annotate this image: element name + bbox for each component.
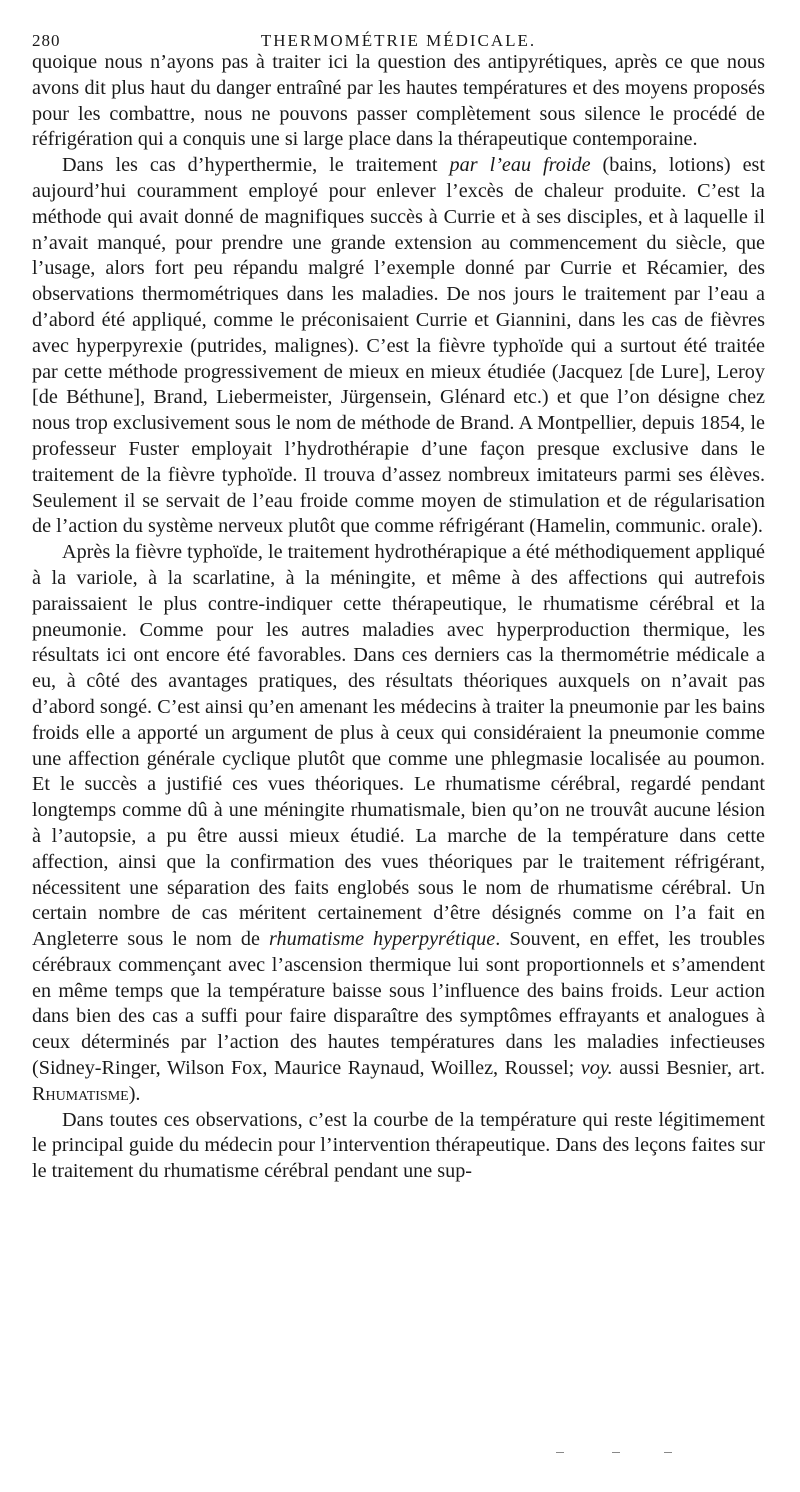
text-run: ).: [128, 1082, 141, 1105]
paragraph: [32, 540, 765, 1108]
paragraph: [32, 153, 765, 540]
text-run: Après la fièvre typhoïde, le traitement hydrothérapique a été méthodiquement appliqué à la variole, à la scarlatine, à la méningite, et même à des affections qui autrefois paraissaient le plus contre-indiquer cette thérapeutique, le rhumatisme cérébral et la pneumonie. Comme pour les autres maladies avec hyperproduction thermique, les résultats ici ont encore été favorables. Dans ces derniers cas la thermométrie médicale a eu, à côté des avantages pratiques, des résultats théoriques auxquels on n’avait pas d’abord songé. C’est ainsi qu’en amenant les médecins à traiter la pneumonie par les bains froids elle a apporté un argument de plus à ceux qui considéraient la pneumonie comme une affection générale cyclique plutôt que comme une phlegmasie localisée au poumon. Et le succès a justifié ces vues théoriques. Le rhumatisme cérébral, regardé pendant longtemps comme dû à une méningite rhumatismale, bien qu’on ne trouvât aucune lésion à l’autopsie, a pu être aussi mieux étudié. La marche de la température dans cette affection, ainsi que la confirmation des vues théoriques par le traitement réfrigérant, nécessitent une séparation des faits englobés sous le nom de rhumatisme cérébral. Un certain nombre de cas méritent certainement d’être désignés comme on l’a fait en Angleterre sous le nom de: [32, 541, 765, 951]
text-run: . Souvent, en effet, les troubles cérébraux commençant avec l’ascension thermique lui sont proportionnels et s’amendent en même temps que la température baisse sous l’influence des bains froids. Leur action dans bien des cas a suffi pour faire disparaître des symptômes effrayants et analogues à ceux déterminés par l’action des hautes températures dans les maladies infectieuses (Sidney-Ringer, Wilson Fox, Maurice Raynaud, Woillez, Roussel;: [32, 928, 765, 1080]
italic-text: rhumatisme hyperpyrétique: [269, 928, 496, 951]
running-title: THERMOMÉTRIE MÉDICALE.: [260, 31, 537, 50]
page-header: [32, 0, 765, 50]
paragraph: [32, 1108, 765, 1185]
document-page: [32, 0, 765, 1185]
text-run: aussi Besnier, art.: [612, 1057, 766, 1080]
paragraph: [32, 50, 765, 153]
body-text: [32, 50, 765, 1185]
page-number: 280: [32, 31, 61, 50]
text-run: Dans toutes ces observations, c’est la courbe de la température qui reste légitimement le principal guide du médecin pour l’intervention thérapeutique. Dans des leçons faites sur le traitement du rhumatisme cérébral pendant une sup-: [32, 1108, 765, 1183]
text-run: quoique nous n’ayons pas à traiter ici la question des antipyrétiques, après ce que nous avons dit plus haut du danger entraîné par les hautes températures et des moyens proposés pour les combattre, nous ne pouvons passer complètement sous silence le procédé de réfrigération qui a conquis une si large place dans la thérapeutique contemporaine.: [32, 51, 765, 151]
italic-text: voy.: [580, 1057, 613, 1080]
text-run: (bains, lotions) est aujourd’hui couramment employé pour enlever l’excès de chaleur produite. C’est la méthode qui avait donné de magnifiques succès à Currie et à ses disciples, et à laquelle il n’avait manqué, pour prendre une grande extension au commencement du siècle, que l’usage, alors fort peu répandu malgré l’exemple donné par Currie et Récamier, des observations thermométriques dans les maladies. De nos jours le traitement par l’eau a d’abord été appliqué, comme le préconisaient Currie et Giannini, dans les cas de fièvres avec hyperpyrexie (putrides, malignes). C’est la fièvre typhoïde qui a surtout été traitée par cette méthode progressivement de mieux en mieux étudiée (Jacquez [de Lure], Leroy [de Béthune], Brand, Liebermeister, Jürgensein, Glénard etc.) et que l’on désigne chez nous trop exclusivement sous le nom de méthode de Brand. A Montpellier, depuis 1854, le professeur Fuster employait l’hydrothérapie d’une façon presque exclusive dans le traitement de la fièvre typhoïde. Il trouva d’assez nombreux imitateurs parmi ses élèves. Seulement il se servait de l’eau froide comme moyen de stimulation et de régularisation de l’action du système nerveux plutôt que comme réfrigérant (Hamelin, communic. orale).: [32, 154, 766, 538]
italic-text: par l’eau froide: [449, 154, 591, 177]
text-run: Dans les cas d’hyperthermie, le traitement: [62, 154, 450, 177]
smallcaps-text: Rhumatisme: [32, 1082, 129, 1105]
printer-marks: [556, 1452, 676, 1458]
